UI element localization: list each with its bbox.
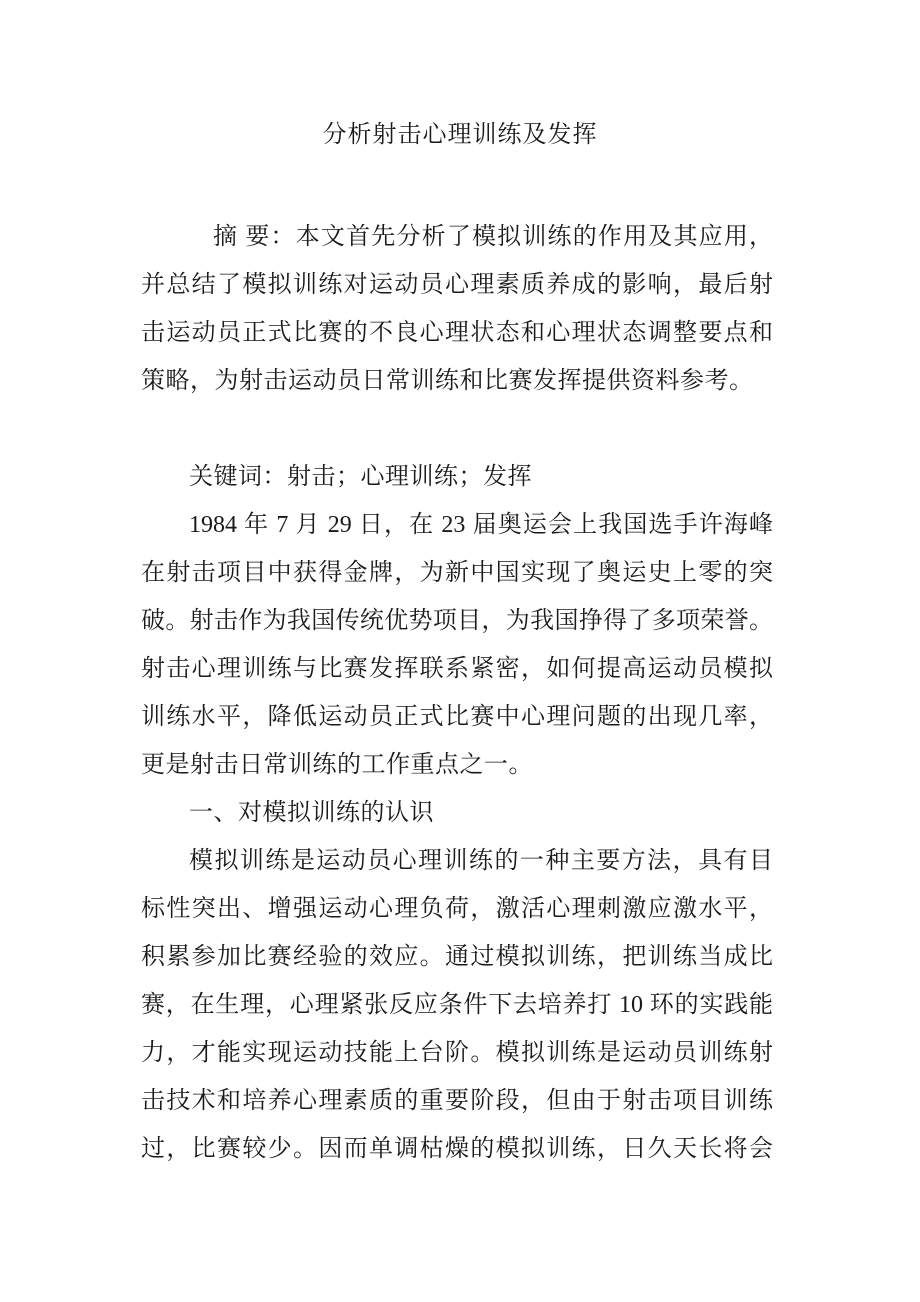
text-line: 摘 要：本文首先分析了模拟训练的作用及其应用， — [213, 224, 773, 250]
text-line: 力，才能实现运动技能上台阶。模拟训练是运动员训练射 — [141, 1040, 773, 1066]
text-line: 一、对模拟训练的认识 — [189, 800, 434, 826]
text-line: 击技术和培养心理素质的重要阶段，但由于射击项目训练 — [141, 1088, 773, 1114]
text-line: 击运动员正式比赛的不良心理状态和心理状态调整要点和 — [141, 320, 773, 346]
text-line: 射击心理训练与比赛发挥联系紧密，如何提高运动员模拟 — [141, 656, 773, 682]
text-line: 更是射击日常训练的工作重点之一。 — [141, 752, 533, 778]
text-line: 训练水平，降低运动员正式比赛中心理问题的出现几率， — [141, 704, 773, 730]
text-line: 积累参加比赛经验的效应。通过模拟训练，把训练当成比 — [141, 944, 773, 970]
text-line: 关键词：射击；心理训练；发挥 — [189, 464, 532, 490]
text-line: 并总结了模拟训练对运动员心理素质养成的影响，最后射 — [141, 272, 773, 298]
text-line: 在射击项目中获得金牌，为新中国实现了奥运史上零的突 — [141, 560, 773, 586]
document-title: 分析射击心理训练及发挥 — [322, 122, 598, 148]
text-line: 标性突出、增强运动心理负荷，激活心理刺激应激水平， — [141, 896, 773, 922]
text-line: 过，比赛较少。因而单调枯燥的模拟训练，日久天长将会 — [141, 1136, 773, 1162]
text-line: 破。射击作为我国传统优势项目，为我国挣得了多项荣誉。 — [141, 608, 773, 634]
document-body — [141, 213, 773, 1173]
text-line: 模拟训练是运动员心理训练的一种主要方法，具有目 — [189, 848, 773, 874]
text-line — [141, 405, 773, 453]
text-line: 赛，在生理，心理紧张反应条件下去培养打 10 环的实践能 — [141, 992, 773, 1018]
text-line: 策略，为射击运动员日常训练和比赛发挥提供资料参考。 — [141, 368, 754, 394]
text-line: 1984 年 7 月 29 日，在 23 届奥运会上我国选手许海峰 — [189, 512, 773, 538]
